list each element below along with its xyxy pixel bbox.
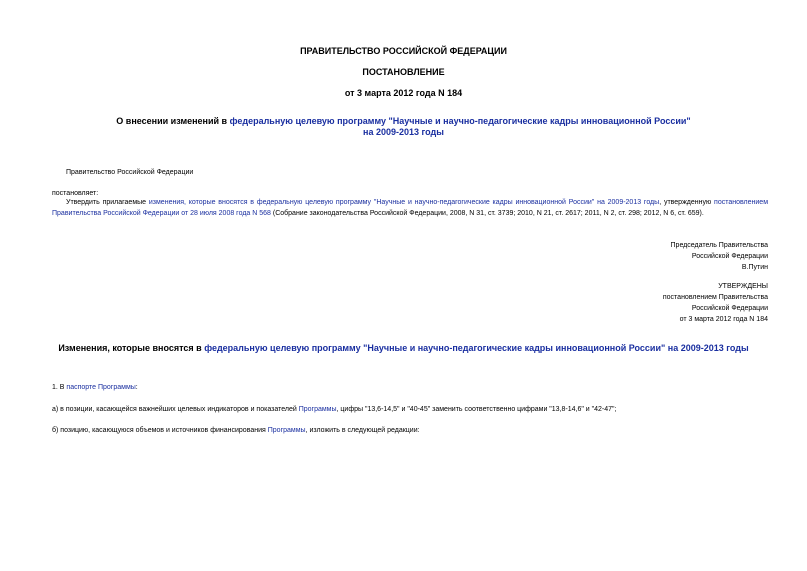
item-b: б) позицию, касающуюся объемов и источников финансирования Программы, изложить в следующей редакции: xyxy=(52,427,420,434)
signature-line2: Российской Федерации xyxy=(691,253,768,260)
decides: постановляет: xyxy=(52,190,99,197)
approved-line4: от 3 марта 2012 года N 184 xyxy=(679,316,768,323)
changes-program-link[interactable]: федеральную целевую программу "Научные и научно-педагогические кадры инновационной России" на 2009-2013 годы xyxy=(204,343,749,353)
item-1: 1. В паспорте Программы: xyxy=(52,384,138,391)
program-link-b[interactable]: Программы xyxy=(267,427,306,434)
approved-line1: УТВЕРЖДЕНЫ xyxy=(718,283,768,290)
passport-link[interactable]: паспорте Программы xyxy=(66,384,136,391)
item-a: а) в позиции, касающейся важнейших целевых индикаторов и показателей Программы, цифры "13,6-14,5" и "40-45" заменить соответственно цифрами "13,8-14,6" и "42-47"; xyxy=(52,406,617,413)
program-link-a[interactable]: Программы xyxy=(298,406,337,413)
title-prefix: О внесении изменений в xyxy=(116,116,230,126)
signature-name: В.Путин xyxy=(741,264,768,271)
approved-line3: Российской Федерации xyxy=(691,305,768,312)
approved-block xyxy=(663,281,768,325)
changes-link[interactable]: изменения, которые вносятся в федеральную целевую программу "Научные и научно-педагогические кадры инновационной России" на 2009-2013 годы xyxy=(148,199,660,206)
document-date-number: от 3 марта 2012 года N 184 xyxy=(344,88,463,98)
resolution-link[interactable]: постановлением Правительства Российской Федерации от 28 июля 2008 года N 568 xyxy=(52,199,769,217)
issuer: Правительство Российской Федерации xyxy=(66,169,194,176)
document-title xyxy=(0,116,807,138)
signature-block xyxy=(671,240,768,273)
government-heading: ПРАВИТЕЛЬСТВО РОССИЙСКОЙ ФЕДЕРАЦИИ xyxy=(300,46,507,56)
changes-title: Изменения, которые вносятся в федеральную целевую программу "Научные и научно-педагогические кадры инновационной России" на 2009-2013 годы xyxy=(58,343,749,353)
signature-line1: Председатель Правительства xyxy=(670,242,768,249)
program-link-years[interactable]: на 2009-2013 годы xyxy=(363,127,444,137)
paragraph-approve: Утвердить прилагаемые изменения, которые вносятся в федеральную целевую программу "Научные и научно-педагогические кадры инновационной России" на 2009-2013 годы, утвержденную постановлением Правительства Российской Федерации от 28 июля 2008 года N 568 (Собрание законодательства Российской Федерации, 2008, N 31, ст. 3739; 2010, N 21, ст. 2617; 2011, N 2, ст. 298; 2012, N 6, ст. 659). xyxy=(52,199,769,217)
program-link[interactable]: федеральную целевую программу "Научные и научно-педагогические кадры инновационной России" xyxy=(229,116,691,126)
document-type: ПОСТАНОВЛЕНИЕ xyxy=(362,67,445,77)
approved-line2: постановлением Правительства xyxy=(662,294,768,301)
